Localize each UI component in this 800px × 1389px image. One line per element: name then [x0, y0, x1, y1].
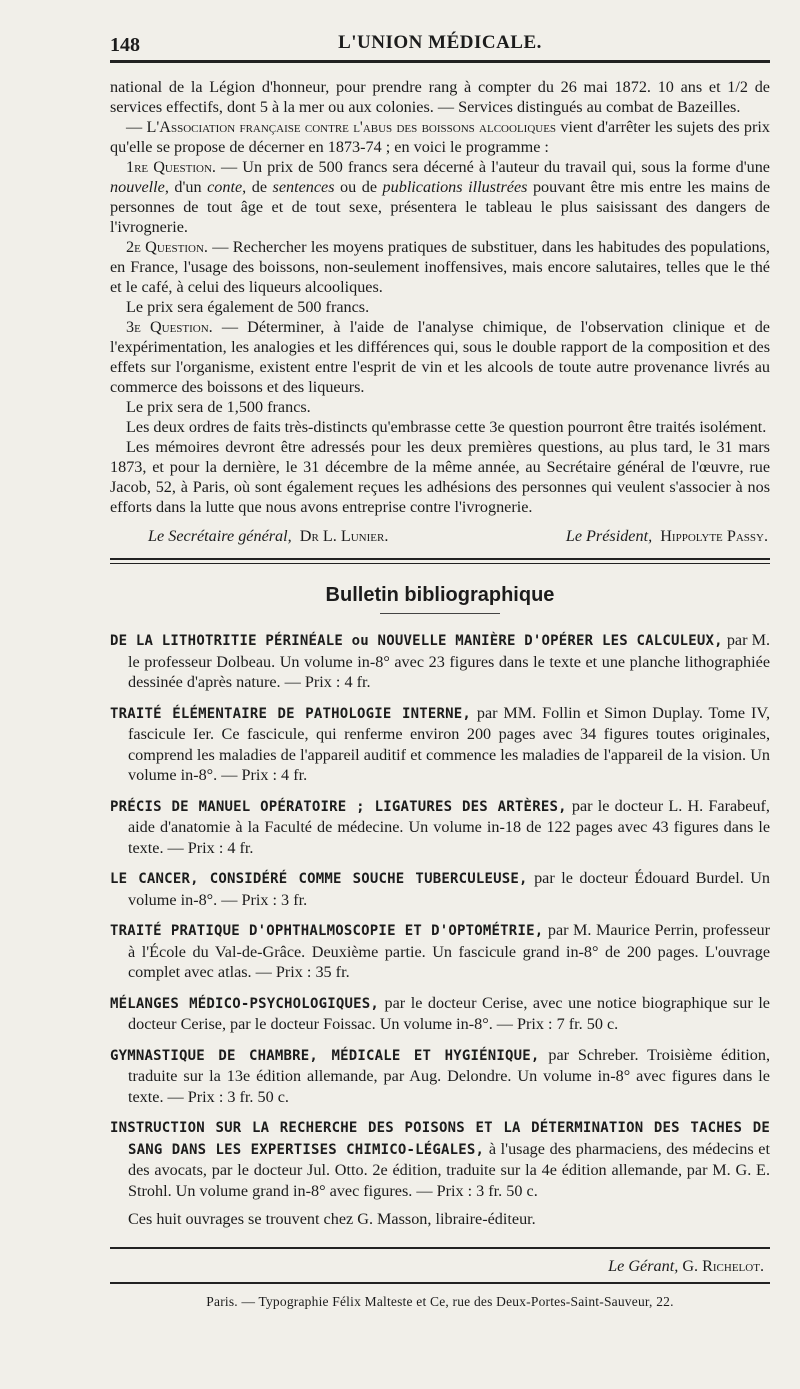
- journal-title: L'UNION MÉDICALE.: [338, 32, 542, 53]
- question-1-label: 1re Question.: [126, 158, 216, 176]
- entry-title: TRAITÉ ÉLÉMENTAIRE DE PATHOLOGIE INTERNE,: [110, 705, 472, 722]
- bibliography-entry: [110, 630, 770, 693]
- question-2-label: 2e Question.: [126, 238, 208, 256]
- entry-details: par Schreber. Troisième édition, traduite sur la 13e édition allemande, par Aug. Delondre. Un volume in-8° avec figures dans le texte. — Prix : 3 fr. 50 c.: [128, 1045, 770, 1106]
- secretary-name: Dr L. Lunier.: [299, 527, 389, 545]
- secretary-signature: [148, 527, 388, 546]
- entry-title: LE CANCER, CONSIDÉRÉ COMME SOUCHE TUBERCULEUSE,: [110, 871, 528, 887]
- bulletin-entries: [110, 630, 770, 1229]
- bulletin-title: Bulletin bibliographique: [325, 584, 555, 606]
- association-name: — L'Association française contre l'abus des boissons alcooliques: [126, 118, 557, 136]
- bulletin-closing: Ces huit ouvrages se trouvent chez G. Masson, libraire-éditeur.: [128, 1210, 536, 1228]
- bibliography-entry: [110, 796, 770, 859]
- question-3-text: — Déterminer, à l'aide de l'analyse chimique, de l'observation clinique et de l'expérimentation, les analogies et les différences qui, sous le double rapport de la composition et des effets sur l'organisme, existent entre l'esprit de vin et les alcools de toute autre provenance livrés au commerce des boissons et des liqueurs.: [110, 318, 770, 396]
- section-divider: [110, 558, 770, 564]
- gerant-label: Le Gérant,: [608, 1257, 679, 1275]
- entry-title: TRAITÉ PRATIQUE D'OPHTHALMOSCOPIE ET D'OPTOMÉTRIE,: [110, 923, 544, 939]
- question-1-publications: publications illustrées: [382, 178, 528, 196]
- entry-details: par M. Maurice Perrin, professeur à l'École du Val-de-Grâce. Deuxième partie. Un fascicule grand in-8° de 200 pages. L'ouvrage complet avec atlas. — Prix : 35 fr.: [128, 921, 770, 981]
- question-1-text-b: , d'un: [164, 178, 208, 196]
- entry-title: GYMNASTIQUE DE CHAMBRE, MÉDICALE ET HYGIÉNIQUE,: [110, 1047, 540, 1064]
- entry-details: à l'usage des pharmaciens, des médecins et des avocats, par le docteur Jul. Otto. 2e édition, traduite sur la 4e édition allemande, par M. G. E. Strohl. Un volume grand in-8° avec figures. — Prix : 3 fr. 50 c.: [128, 1139, 770, 1200]
- bibliography-entry: [110, 920, 770, 983]
- printer-imprint: Paris. — Typographie Félix Malteste et Ce, rue des Deux-Portes-Saint-Sauveur, 22.: [206, 1294, 674, 1309]
- president-name: Hippolyte Passy.: [660, 527, 768, 545]
- question-1-nouvelle: nouvelle: [110, 178, 165, 196]
- question-3-prize: Le prix sera de 1,500 francs.: [126, 398, 311, 416]
- secretary-label: Le Secrétaire général,: [148, 527, 292, 545]
- entry-title: INSTRUCTION SUR LA RECHERCHE DES POISONS ET LA DÉTERMINATION DES TACHES DE SANG DANS LES EXPERTISES CHIMICO-LÉGALES,: [110, 1120, 770, 1158]
- question-1-conte: conte: [207, 178, 243, 196]
- question-2: [110, 237, 770, 297]
- bibliography-entry: [110, 993, 770, 1035]
- signature-line: [110, 517, 770, 554]
- entry-details: par le docteur Cerise, avec une notice biographique sur le docteur Cerise, par le docteur Foissac. Un volume in-8°. — Prix : 7 fr. 50 c.: [128, 993, 770, 1033]
- question-3-label: 3e Question.: [126, 318, 213, 336]
- bibliography-entry: [110, 703, 770, 786]
- association-paragraph: [110, 117, 770, 157]
- question-1-sentences: sentences: [272, 178, 335, 196]
- question-1: [110, 157, 770, 237]
- president-label: Le Président,: [565, 527, 653, 545]
- bibliography-entry: [110, 1045, 770, 1108]
- bibliography-entry: [110, 868, 770, 910]
- page-header: [110, 0, 770, 63]
- bibliography-entry: [110, 1117, 770, 1201]
- intro-paragraph: national de la Légion d'honneur, pour prendre rang à compter du 26 mai 1872. 10 ans et 1/2 de services effectifs, dont 5 à la mer ou aux colonies. — Services distingués au combat de Bazeilles.: [110, 78, 770, 116]
- gerant-signature: [110, 1249, 770, 1282]
- announcement-section: [110, 63, 770, 517]
- question-1-text-a: — Un prix de 500 francs sera décerné à l'auteur du travail qui, sous la forme d'une: [215, 158, 770, 176]
- question-1-text-d: ou de: [334, 178, 383, 196]
- entry-title: MÉLANGES MÉDICO-PSYCHOLOGIQUES,: [110, 995, 379, 1012]
- entry-details: par MM. Follin et Simon Duplay. Tome IV, fascicule Ier. Ce fascicule, qui renferme environ 200 pages avec 34 figures toutes originales, comprend les maladies de l'appareil auditif et commence les maladies de l'appareil de la vision. Un volume in-8°. — Prix : 4 fr.: [128, 703, 771, 784]
- page-number: 148: [110, 34, 140, 56]
- question-2-text: — Rechercher les moyens pratiques de substituer, dans les habitudes des populations, en France, l'usage des boissons, non-seulement inoffensives, mais encore salutaires, telles que le thé et le café, à celui des liqueurs alcooliques.: [110, 238, 770, 296]
- question-1-text-c: , de: [242, 178, 273, 196]
- question-3: [110, 317, 770, 397]
- ordres-paragraph: Les deux ordres de faits très-distincts qu'embrasse cette 3e question pourront être traités isolément.: [126, 418, 767, 436]
- question-2-prize: Le prix sera également de 500 francs.: [126, 298, 370, 316]
- gerant-name: G. Richelot.: [682, 1257, 764, 1275]
- entry-details: par M. le professeur Dolbeau. Un volume in-8° avec 23 figures dans le texte et une planche lithographiée dessinée d'après nature. — Prix : 4 fr.: [128, 631, 771, 691]
- entry-details: par le docteur Édouard Burdel. Un volume in-8°. — Prix : 3 fr.: [128, 869, 770, 909]
- entry-title: DE LA LITHOTRITIE PÉRINÉALE ou NOUVELLE MANIÈRE D'OPÉRER LES CALCULEUX,: [110, 633, 723, 649]
- bulletin-title-underline: [380, 613, 500, 614]
- president-signature: [566, 527, 768, 546]
- entry-details: par le docteur L. H. Farabeuf, aide d'anatomie à la Faculté de médecine. Un volume in-18 de 122 pages avec 43 figures dans le texte. — Prix : 4 fr.: [128, 796, 770, 857]
- memoires-paragraph: Les mémoires devront être adressés pour les deux premières questions, au plus tard, le 31 mars 1873, et pour la dernière, le 31 décembre de la même année, au Secrétaire général de l'œuvre, rue Jacob, 52, à Paris, où sont également reçues les adhésions des personnes qui veulent s'associer à nos efforts dans la lutte que nous avons entreprise contre l'ivrognerie.: [110, 438, 770, 516]
- question-1-text-e: pouvant être mis entre les mains de personnes de tout âge et de tout sexe, présentera le tableau le plus saisissant des dangers de l'ivrognerie.: [110, 178, 771, 236]
- association-text: vient d'arrêter les sujets des prix qu'elle se propose de décerner en 1873-74 ; en voici le programme :: [110, 118, 771, 156]
- entry-title: PRÉCIS DE MANUEL OPÉRATOIRE ; LIGATURES DES ARTÈRES,: [110, 798, 567, 815]
